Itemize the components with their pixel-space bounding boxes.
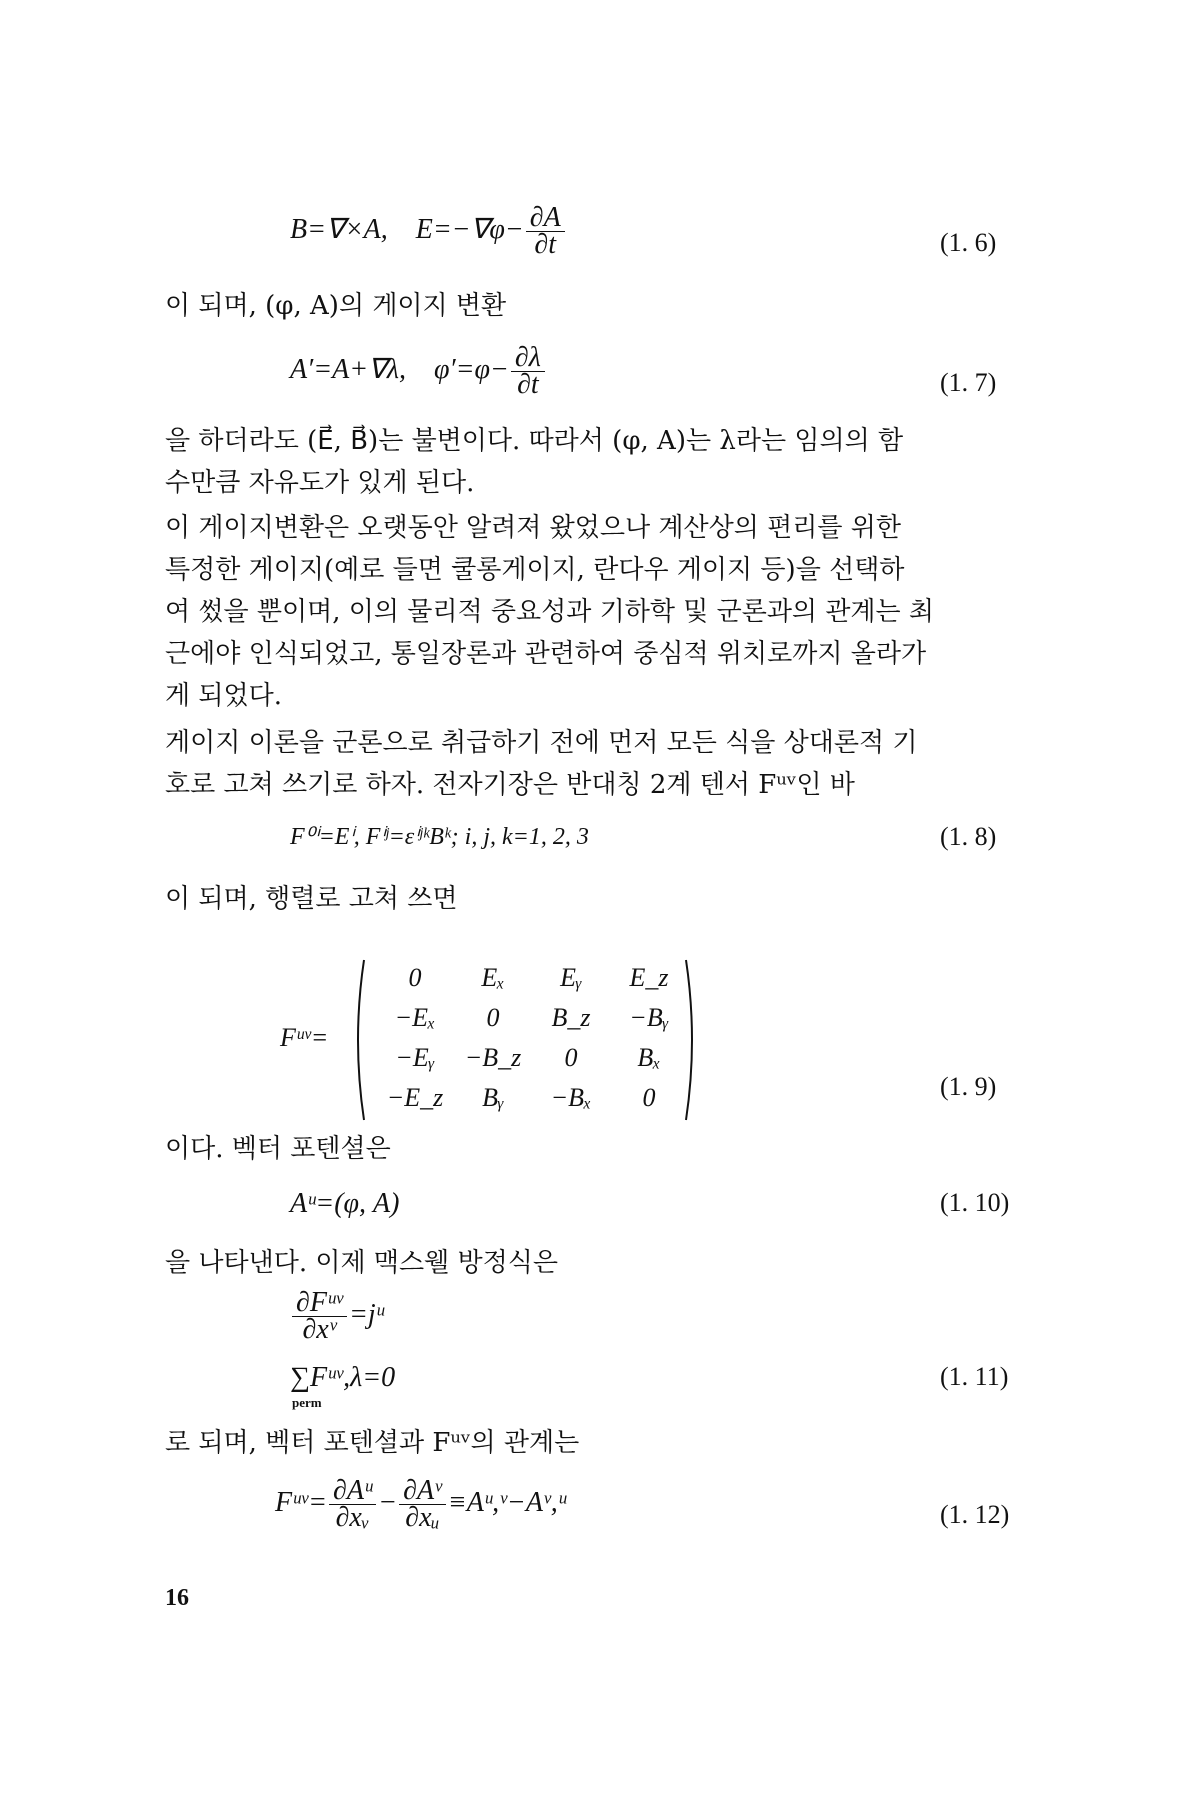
equation-1-8: F⁰ⁱ=Eⁱ, Fⁱʲ=εⁱʲᵏBᵏ; i, j, k=1, 2, 3 xyxy=(290,824,589,850)
matrix-cell: −B_z xyxy=(464,1043,522,1072)
paragraph-line: 특정한 게이지(예로 들면 쿨롱게이지, 란다우 게이지 등)을 선택하 xyxy=(165,555,905,585)
equation-number: (1. 6) xyxy=(940,228,997,257)
fraction: $\frac{\partial\lambda}{\partial t}$ xyxy=(511,345,545,398)
paragraph-line: 로 되며, 벡터 포텐셜과 Fᵘᵛ의 관계는 xyxy=(165,1428,580,1458)
fraction: $\frac{\text{∂Aᵘ}}{\text{∂xᵥ}}$ xyxy=(329,1478,376,1531)
equation-1-11-line1: $\frac{\text{∂Fᵘᵛ}}{\text{∂xᵛ}}$ =jᵘ xyxy=(290,1290,384,1343)
equation-1-6: B=∇×A, E=−∇φ− $\frac{\partial A}{\partial t}$ xyxy=(290,205,567,258)
equation-1-10: Aᵘ=(φ, A) xyxy=(290,1188,400,1219)
paragraph-line: 이 되며, (φ, A)의 게이지 변환 xyxy=(165,291,507,321)
matrix-cell: −Bₓ xyxy=(550,1083,592,1112)
matrix-cell: −Bᵧ xyxy=(629,1003,669,1032)
matrix-cell: −Eᵧ xyxy=(395,1043,435,1072)
paragraph-line: 을 하더라도 (E⃗, B⃗)는 불변이다. 따라서 (φ, A)는 λ라는 임의의 함 xyxy=(165,426,904,456)
equation-number: (1. 8) xyxy=(940,822,997,851)
matrix-cell: −E_z xyxy=(386,1083,444,1112)
matrix-lhs: Fᵘᵛ= xyxy=(280,1023,329,1052)
equation-number: (1. 9) xyxy=(940,1072,997,1101)
matrix-cell: 0 xyxy=(642,1083,656,1112)
paragraph-line: 이 되며, 행렬로 고쳐 쓰면 xyxy=(165,884,458,914)
page-number: 16 xyxy=(165,1585,189,1611)
fraction: $\frac{\partial A}{\partial t}$ xyxy=(526,205,565,258)
equation-number: (1. 7) xyxy=(940,368,997,397)
paragraph-line: 게 되었다. xyxy=(165,681,282,711)
paragraph-line: 게이지 이론을 군론으로 취급하기 전에 먼저 모든 식을 상대론적 기 xyxy=(165,728,918,758)
equation-number: (1. 10) xyxy=(940,1188,1010,1217)
paragraph-line: 이다. 벡터 포텐셜은 xyxy=(165,1134,391,1164)
matrix-cell: 0 xyxy=(408,963,422,992)
equation-1-11-line2: ∑Fᵘᵛ,λ=0 xyxy=(290,1362,396,1393)
paragraph-line: 여 썼을 뿐이며, 이의 물리적 중요성과 기하학 및 군론과의 관계는 최 xyxy=(165,597,935,627)
matrix-cell: Bₓ xyxy=(637,1043,661,1072)
paragraph-line: 이 게이지변환은 오랫동안 알려져 왔었으나 계산상의 편리를 위한 xyxy=(165,513,901,543)
matrix-cell: Bᵧ xyxy=(482,1083,504,1112)
sum-subscript: perm xyxy=(292,1395,322,1410)
equation-1-9 xyxy=(280,955,700,1125)
matrix-cell: Eₓ xyxy=(481,963,505,992)
matrix-cell: Eᵧ xyxy=(560,963,582,992)
fraction: $\frac{\text{∂Fᵘᵛ}}{\text{∂xᵛ}}$ xyxy=(292,1290,347,1343)
paragraph-line: 을 나타낸다. 이제 맥스웰 방정식은 xyxy=(165,1248,558,1278)
equation-1-12: Fᵘᵛ= $\frac{\text{∂Aᵘ}}{\text{∂xᵥ}}$ − $\frac{\text{∂Aᵛ}}{\text{∂xᵤ}}$ ≡Aᵘ,ᵛ−Aᵛ,ᵘ xyxy=(275,1475,566,1533)
matrix-cell: −Eₓ xyxy=(394,1003,436,1032)
equation-number: (1. 11) xyxy=(940,1362,1009,1391)
paragraph-line: 수만큼 자유도가 있게 된다. xyxy=(165,468,475,498)
equation-number: (1. 12) xyxy=(940,1500,1010,1529)
matrix-cell: 0 xyxy=(564,1043,578,1072)
matrix-cell: B_z xyxy=(551,1003,591,1032)
matrix-cell: 0 xyxy=(486,1003,500,1032)
paragraph-line: 호로 고쳐 쓰기로 하자. 전자기장은 반대칭 2계 텐서 Fᵘᵛ인 바 xyxy=(165,770,855,800)
equation-1-7: A′=A+∇λ, φ′=φ− $\frac{\partial\lambda}{\partial t}$ xyxy=(290,345,547,398)
matrix-cell: E_z xyxy=(629,963,669,992)
paragraph-line: 근에야 인식되었고, 통일장론과 관련하여 중심적 위치로까지 올라가 xyxy=(165,639,927,669)
fraction: $\frac{\text{∂Aᵛ}}{\text{∂xᵤ}}$ xyxy=(399,1478,446,1531)
